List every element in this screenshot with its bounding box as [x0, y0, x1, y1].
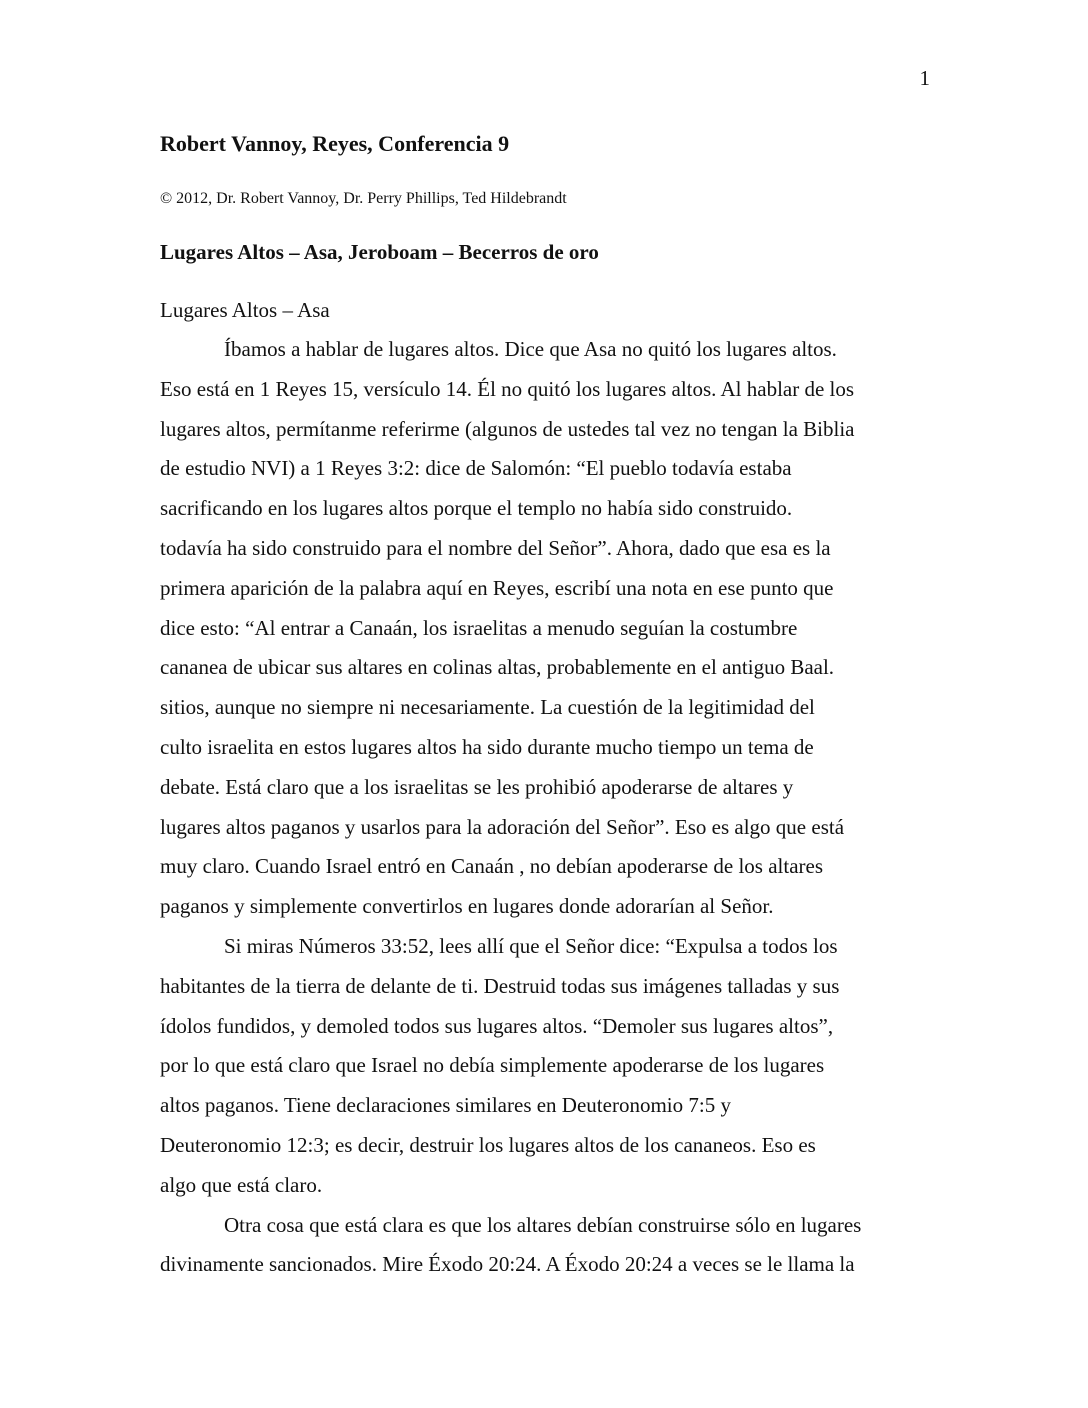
paragraph-line: ídolos fundidos, y demoled todos sus lugares altos. “Demoler sus lugares altos”, [160, 1013, 834, 1038]
paragraph-line: debate. Está claro que a los israelitas se les prohibió apoderarse de altares y [160, 774, 794, 799]
paragraph-line: sacrificando en los lugares altos porque el templo no había sido construido. [160, 496, 793, 521]
section-heading: Lugares Altos – Asa [160, 298, 330, 322]
paragraph-line: Si miras Números 33:52, lees allí que el Señor dice: “Expulsa a todos los [224, 933, 838, 958]
paragraph-line: primera aparición de la palabra aquí en Reyes, escribí una nota en ese punto que [160, 575, 834, 600]
paragraph-line: por lo que está claro que Israel no debía simplemente apoderarse de los lugares [160, 1053, 825, 1078]
body-text [160, 330, 940, 1285]
paragraph-line: lugares altos, permítanme referirme (algunos de ustedes tal vez no tengan la Biblia [160, 416, 855, 441]
paragraph-line: divinamente sancionados. Mire Éxodo 20:24. A Éxodo 20:24 a veces se le llama la [160, 1252, 855, 1277]
paragraph-line: Eso está en 1 Reyes 15, versículo 14. Él no quitó los lugares altos. Al hablar de los [160, 376, 855, 401]
paragraph-line: Íbamos a hablar de lugares altos. Dice que Asa no quitó los lugares altos. [224, 337, 837, 361]
paragraph-line: habitantes de la tierra de delante de ti. Destruid todas sus imágenes talladas y sus [160, 973, 840, 998]
paragraph-line: sitios, aunque no siempre ni necesariamente. La cuestión de la legitimidad del [160, 695, 815, 720]
paragraph-line: de estudio NVI) a 1 Reyes 3:2: dice de Salomón: “El pueblo todavía estaba [160, 456, 792, 481]
page-number: 1 [919, 66, 930, 90]
paragraph-line: culto israelita en estos lugares altos ha sido durante mucho tiempo un tema de [160, 734, 814, 759]
paragraph-line: algo que está claro. [160, 1172, 323, 1197]
paragraph-line: paganos y simplemente convertirlos en lugares donde adorarían al Señor. [160, 894, 774, 919]
paragraph-line: muy claro. Cuando Israel entró en Canaán , no debían apoderarse de los altares [160, 854, 823, 879]
document-title: Robert Vannoy, Reyes, Conferencia 9 [160, 131, 510, 156]
paragraph-line: todavía ha sido construido para el nombre del Señor”. Ahora, dado que esa es la [160, 535, 831, 560]
paragraph-line: Deuteronomio 12:3; es decir, destruir los lugares altos de los cananeos. Eso es [160, 1132, 816, 1157]
paragraph-line: altos paganos. Tiene declaraciones similares en Deuteronomio 7:5 y [160, 1093, 731, 1118]
paragraph-line: dice esto: “Al entrar a Canaán, los israelitas a menudo seguían la costumbre [160, 615, 798, 640]
copyright-notice: © 2012, Dr. Robert Vannoy, Dr. Perry Phillips, Ted Hildebrandt [160, 190, 567, 207]
document-subtitle: Lugares Altos – Asa, Jeroboam – Becerros de oro [160, 240, 599, 264]
paragraph-line: Otra cosa que está clara es que los altares debían construirse sólo en lugares [224, 1212, 862, 1237]
paragraph-line: lugares altos paganos y usarlos para la adoración del Señor”. Eso es algo que está [160, 814, 845, 839]
paragraph-line: cananea de ubicar sus altares en colinas altas, probablemente en el antiguo Baal. [160, 655, 835, 680]
